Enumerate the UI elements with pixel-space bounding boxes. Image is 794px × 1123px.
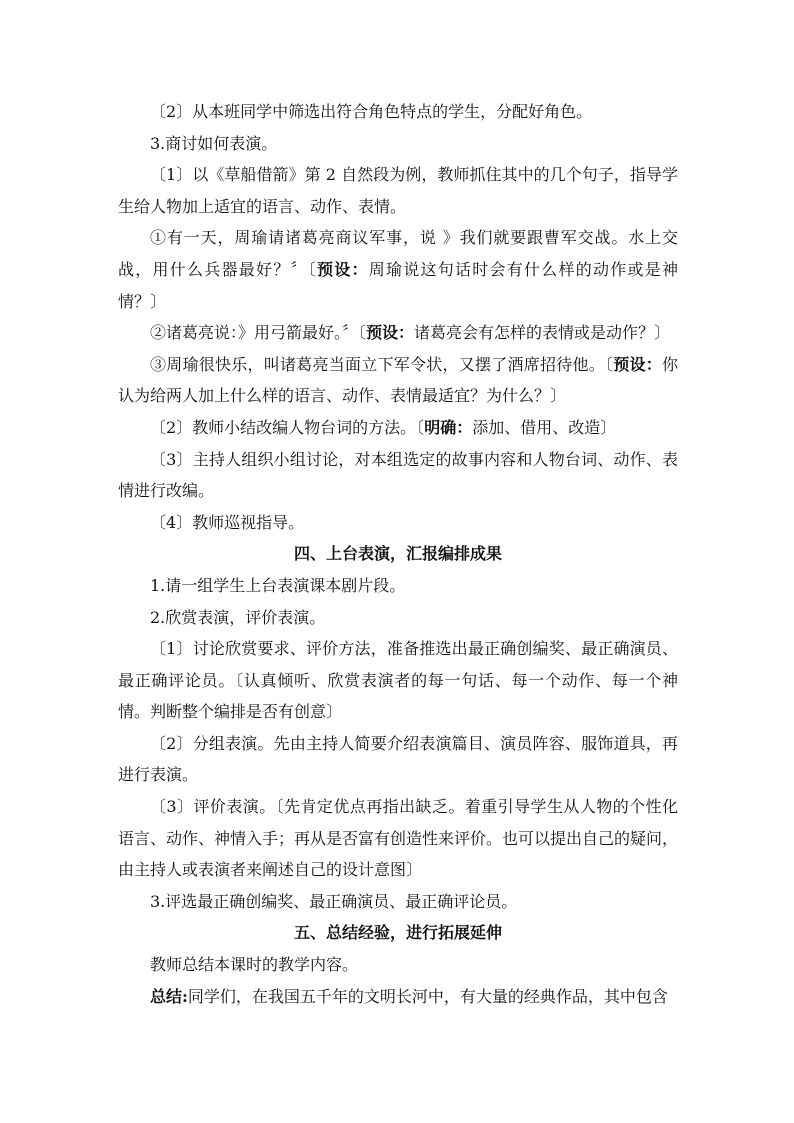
paragraph [118, 222, 678, 317]
paragraph: 〔1〕以《草船借箭》第 2 自然段为例，教师抓住其中的几个句子，指导学生给人物加上适宜的语言、动作、表情。 [118, 165, 678, 216]
section-heading: 五、总结经验，进行拓展延伸 [293, 923, 502, 943]
text-run: ③周瑜很快乐，叫诸葛亮当面立下军令状，又摆了酒席招待他。〔 [150, 354, 614, 374]
paragraph: 2.欣赏表演，评价表演。 [150, 607, 326, 627]
bold-label: 预设： [366, 323, 415, 343]
paragraph: 3.评选最正确创编奖、最正确演员、最正确评论员。 [150, 891, 518, 911]
paragraph: 〔3〕评价表演。〔先肯定优点再指出缺乏。着重引导学生从人物的个性化语言、动作、神情入手；再从是否富有创造性来评价。也可以提出自己的疑问，由主持人或表演者来阐述自己的设计意图〕 [118, 797, 679, 880]
text-run: 诸葛亮会有怎样的表情或是动作？〕 [414, 323, 671, 343]
document-body [118, 96, 678, 1012]
bold-label: 明确： [424, 417, 473, 437]
text-run: 〔2〕教师小结改编人物台词的方法。〔 [150, 417, 425, 437]
paragraph [118, 981, 678, 1013]
bold-label: 预设： [613, 354, 662, 374]
text-run: 周瑜说这句话时会有什么样的动作或是神情？〕 [118, 259, 678, 311]
bold-label: 总结: [150, 986, 188, 1006]
paragraph: 〔2〕从本班同学中筛选出符合角色特点的学生，分配好角色。 [150, 102, 593, 121]
paragraph [118, 412, 678, 444]
paragraph: 3.商讨如何表演。 [150, 133, 278, 153]
paragraph: 〔2〕分组表演。先由主持人简要介绍表演篇目、演员阵容、服饰道具，再进行表演。 [118, 733, 678, 785]
paragraph: 〔3〕主持人组织小组讨论，对本组选定的故事内容和人物台词、动作、表情进行改编。 [118, 449, 678, 501]
text-run: 添加、借用、改造〕 [472, 417, 617, 437]
paragraph [118, 349, 678, 412]
text-run: ①有一天，周瑜请诸葛亮商议军事，说 》我们就要跟曹军交战。水上交战，用什么兵器最好？〞〔 [118, 228, 678, 279]
text-run: 你认为给两人加上什么样的语言、动作、表情最适宜？为什么？〕 [118, 354, 678, 406]
paragraph: 〔1〕讨论欣赏要求、评价方法，准备推选出最正确创编奖、最正确演员、最正确评论员。〔认真倾听、欣赏表演者的每一句话、每一个动作、每一个神情。判断整个编排是否有创意〕 [118, 639, 678, 722]
paragraph: 教师总结本课时的教学内容。 [150, 955, 359, 975]
text-run: 同学们，在我国五千年的文明长河中，有大量的经典作品，其中包含 [187, 986, 668, 1006]
paragraph: 1.请一组学生上台表演课本剧片段。 [150, 575, 406, 595]
text-run: ②诸葛亮说：》用弓箭最好。〞〔 [150, 323, 367, 343]
paragraph: 〔4〕教师巡视指导。 [150, 512, 305, 532]
bold-label: 预设： [316, 259, 369, 279]
section-heading: 四、上台表演，汇报编排成果 [293, 544, 502, 564]
paragraph [118, 317, 678, 349]
